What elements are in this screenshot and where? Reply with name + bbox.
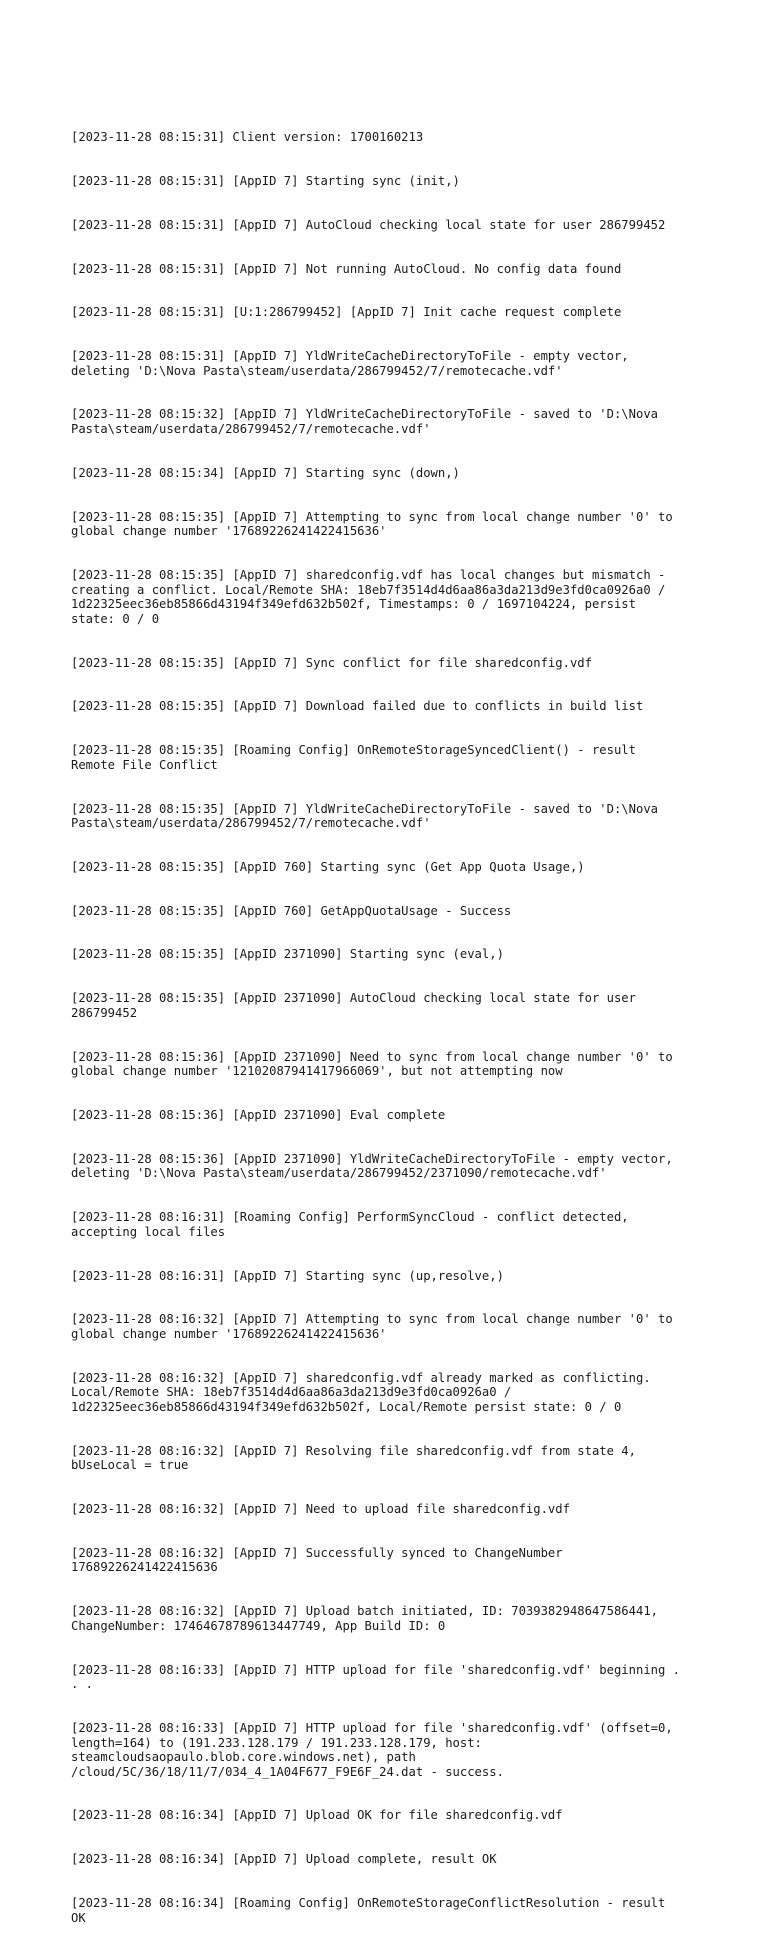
log-line: [2023-11-28 08:16:31] [Roaming Config] PerformSyncCloud - conflict detected, accepting local files [71, 1210, 629, 1239]
log-line: [2023-11-28 08:15:35] [Roaming Config] OnRemoteStorageSyncedClient() - result Remote File Conflict [71, 743, 636, 772]
log-line: [2023-11-28 08:16:32] [AppID 7] Resolving file sharedconfig.vdf from state 4, bUseLocal = true [71, 1443, 636, 1473]
log-line: [2023-11-28 08:16:32] [AppID 7] sharedconfig.vdf already marked as conflicting. Local/Remote SHA: 18eb7f3514d4d6aa86a3da213d9e3fd0ca0926a0 / 1d22325eec36eb85866d43194f349efd632b502f, Local/Remote persist state: 0 / 0 [71, 1370, 651, 1414]
log-line: [2023-11-28 08:16:33] [AppID 7] HTTP upload for file 'sharedconfig.vdf' (offset=0, length=164) to (191.233.128.179 / 191.233.128.179, host: steamcloudsaopaulo.blob.core.windows.net), path /cloud/5C/36/18/11/7/034_4_1A04F677_F9E6F_24.dat - success. [71, 1720, 673, 1779]
log-line: [2023-11-28 08:15:35] [AppID 760] GetAppQuotaUsage - Success [71, 903, 512, 918]
log-line: [2023-11-28 08:16:32] [AppID 7] Successfully synced to ChangeNumber 17689226241422415636 [71, 1545, 563, 1575]
log-line: [2023-11-28 08:15:31] [AppID 7] YldWriteCacheDirectoryToFile - empty vector, deleting 'D:\Nova Pasta\steam/userdata/286799452/7/remotecache.vdf' [71, 349, 629, 378]
log-line: [2023-11-28 08:15:31] [AppID 7] AutoCloud checking local state for user 286799452 [71, 217, 666, 232]
log-line: [2023-11-28 08:15:31] Client version: 1700160213 [71, 130, 424, 145]
log-line: [2023-11-28 08:15:34] [AppID 7] Starting sync (down,) [71, 465, 460, 480]
log-line: [2023-11-28 08:16:31] [AppID 7] Starting sync (up,resolve,) [71, 1268, 504, 1283]
log-line: [2023-11-28 08:16:32] [AppID 7] Attempting to sync from local change number '0' to global change number '17689226241422415636' [71, 1312, 673, 1341]
log-line: [2023-11-28 08:15:35] [AppID 7] Sync conflict for file sharedconfig.vdf [71, 655, 592, 670]
log-text-block [71, 101, 701, 1940]
log-line: [2023-11-28 08:15:35] [AppID 7] Download failed due to conflicts in build list [71, 699, 644, 714]
log-line: [2023-11-28 08:16:32] [AppID 7] Upload batch initiated, ID: 7039382948647586441, ChangeNumber: 17464678789613447749, App Build ID: 0 [71, 1604, 658, 1633]
log-line: [2023-11-28 08:15:35] [AppID 2371090] Starting sync (eval,) [71, 947, 504, 962]
log-line: [2023-11-28 08:15:36] [AppID 2371090] Eval complete [71, 1107, 446, 1122]
log-line: [2023-11-28 08:15:35] [AppID 7] Attempting to sync from local change number '0' to global change number '17689226241422415636' [71, 509, 673, 539]
log-line: [2023-11-28 08:15:36] [AppID 2371090] YldWriteCacheDirectoryToFile - empty vector, deleting 'D:\Nova Pasta\steam/userdata/286799452/2371090/remotecache.vdf' [71, 1151, 673, 1181]
log-line: [2023-11-28 08:16:33] [AppID 7] HTTP upload for file 'sharedconfig.vdf' beginning . . . [71, 1662, 681, 1692]
log-line: [2023-11-28 08:15:31] [U:1:286799452] [AppID 7] Init cache request complete [71, 305, 622, 320]
log-line: [2023-11-28 08:15:35] [AppID 7] YldWriteCacheDirectoryToFile - saved to 'D:\Nova Pasta\steam/userdata/286799452/7/remotecache.vdf' [71, 801, 658, 831]
log-line: [2023-11-28 08:15:35] [AppID 2371090] AutoCloud checking local state for user 286799452 [71, 991, 636, 1020]
log-line: [2023-11-28 08:15:32] [AppID 7] YldWriteCacheDirectoryToFile - saved to 'D:\Nova Pasta\steam/userdata/286799452/7/remotecache.vdf' [71, 407, 658, 437]
log-line: [2023-11-28 08:15:36] [AppID 2371090] Need to sync from local change number '0' to global change number '12102087941417966069', but not attempting now [71, 1049, 673, 1079]
log-line: [2023-11-28 08:15:35] [AppID 760] Starting sync (Get App Quota Usage,) [71, 859, 585, 874]
log-line: [2023-11-28 08:16:34] [AppID 7] Upload complete, result OK [71, 1852, 497, 1867]
log-line: [2023-11-28 08:15:31] [AppID 7] Not running AutoCloud. No config data found [71, 261, 622, 276]
log-line: [2023-11-28 08:16:32] [AppID 7] Need to upload file sharedconfig.vdf [71, 1502, 570, 1516]
log-line: [2023-11-28 08:15:35] [AppID 7] sharedconfig.vdf has local changes but mismatch - creating a conflict. Local/Remote SHA: 18eb7f3514d4d6aa86a3da213d9e3fd0ca0926a0 / 1d22325eec36eb85866d43194f349efd632b502f, Timestamps: 0 / 1697104224, persist state: 0 / 0 [71, 568, 666, 626]
log-line: [2023-11-28 08:16:34] [AppID 7] Upload OK for file sharedconfig.vdf [71, 1808, 563, 1823]
log-line: [2023-11-28 08:15:31] [AppID 7] Starting sync (init,) [71, 173, 460, 188]
log-line: [2023-11-28 08:16:34] [Roaming Config] OnRemoteStorageConflictResolution - result OK [71, 1896, 666, 1925]
